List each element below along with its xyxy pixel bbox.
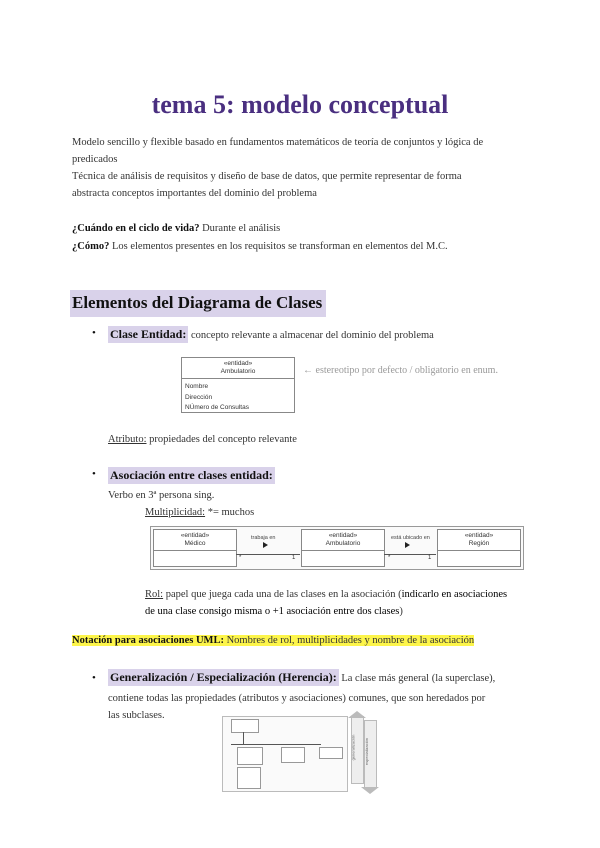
atributo-label: Atributo: [108, 434, 147, 445]
rol-emphasis: de una clase consigo misma o +1 asociación entre dos clases [145, 606, 400, 617]
direction-arrow-icon [263, 542, 268, 548]
notacion-text: Nombres de rol, multiplicidades y nombre de la asociación [223, 635, 475, 646]
uml-class-region [437, 529, 521, 567]
intro-paragraph [72, 134, 542, 202]
uml-stereotype: «entidad» [180, 532, 210, 539]
uml-class-header [302, 530, 384, 551]
bullet-icon: • [92, 468, 96, 480]
uml-class-header [438, 530, 520, 551]
subclass-box [319, 747, 343, 759]
arrow-label: generalización [350, 734, 356, 761]
multiplicity: * [239, 555, 242, 561]
uml-class-name: Ambulatorio [220, 368, 256, 375]
association-line [236, 554, 300, 555]
inheritance-diagram [222, 716, 348, 792]
how-answer: Los elementos presentes en los requisitos se transforman en elementos del M.C. [109, 241, 448, 252]
subclass-box [281, 747, 305, 763]
notacion-label: Notación para asociaciones UML: [72, 635, 224, 646]
multiplicity: * [388, 555, 391, 561]
section-heading: Elementos del Diagrama de Clases [70, 290, 326, 317]
especializacion-arrow [364, 720, 377, 788]
uml-stereotype: «entidad» [464, 532, 494, 539]
when-question: ¿Cuándo en el ciclo de vida? [72, 223, 200, 234]
uml-attribute: Dirección [185, 393, 213, 401]
arrow-label: especialización [364, 737, 370, 766]
notacion-highlight [72, 635, 474, 646]
clase-entidad-label: Clase Entidad: [110, 327, 187, 341]
bullet-asociacion [92, 466, 96, 483]
clase-entidad-text: concepto relevante a almacenar del dominio del problema [188, 330, 434, 341]
association-name: está ubicado en [391, 535, 430, 541]
intro-line: abstracta conceptos importantes del dominio del problema [72, 188, 317, 199]
association-name: trabaja en [251, 535, 276, 541]
uml-class-name: Médico [184, 540, 206, 547]
multiplicidad-text: *= muchos [205, 507, 255, 518]
superclass-box [231, 719, 259, 733]
notacion-line [72, 632, 474, 649]
generalizacion-label: Generalización / Especialización (Herencia): [110, 670, 337, 684]
rol-label: Rol: [145, 589, 164, 600]
subclass-box [237, 767, 261, 789]
uml-class-name: Ambulatorio [325, 540, 361, 547]
intro-line: Técnica de análisis de requisitos y diseño de base de datos, que permite representar de forma [72, 171, 462, 182]
multiplicidad-label: Multiplicidad: [145, 507, 206, 518]
bullet-clase-entidad [92, 325, 96, 342]
uml-stereotype: «entidad» [223, 360, 253, 367]
uml-class-ambulatorio-2 [301, 529, 385, 567]
clase-entidad-line [108, 326, 434, 344]
rol-end: ) [399, 606, 403, 617]
generalizacion-text: La clase más general (la superclase), [338, 673, 496, 684]
direction-arrow-icon [405, 542, 410, 548]
inheritance-line [231, 744, 321, 745]
uml-class-ambulatorio [181, 357, 295, 413]
uml-stereotype: «entidad» [328, 532, 358, 539]
uml-class-header [182, 358, 294, 379]
intro-line: predicados [72, 154, 118, 165]
rol-paragraph [145, 586, 545, 620]
uml-class-name: Región [468, 540, 490, 547]
stereotype-note: ← estereotipo por defecto / obligatorio en enum. [303, 365, 498, 376]
atributo-line [108, 431, 297, 448]
verbo-line: Verbo en 3ª persona sing. [108, 490, 215, 501]
intro-line: Modelo sencillo y flexible basado en fundamentos matemáticos de teoría de conjuntos y lógica de [72, 137, 484, 148]
bullet-icon: • [92, 327, 96, 339]
uml-class-medico [153, 529, 237, 567]
when-line [72, 220, 280, 237]
generalizacion-line3: las subclases. [108, 710, 165, 721]
multiplicity: 1 [428, 555, 432, 561]
when-answer: Durante el análisis [199, 223, 281, 234]
generalizacion-line2: contiene todas las propiedades (atributos y asociaciones) comunes, que son heredados por [108, 693, 486, 704]
uml-attribute: NÚmero de Consultas [185, 404, 249, 411]
asociacion-line [108, 467, 275, 485]
rol-text: papel que juega cada una de las clases en la asociación ( [163, 589, 402, 600]
bullet-generalizacion [92, 670, 96, 687]
arrow-up-icon [348, 711, 366, 718]
page-title: tema 5: modelo conceptual [151, 90, 449, 119]
uml-attribute: Nombre [185, 383, 209, 390]
generalizacion-paragraph [108, 669, 548, 687]
inheritance-line [243, 732, 244, 744]
asociacion-label: Asociación entre clases entidad: [110, 468, 273, 482]
subclass-box [237, 747, 263, 765]
rol-emphasis: indicarlo en asociaciones [401, 589, 508, 600]
generalizacion-arrow [351, 716, 364, 784]
multiplicity: 1 [292, 555, 296, 561]
arrow-down-icon [361, 787, 379, 794]
multiplicidad-line [145, 504, 254, 521]
how-question: ¿Cómo? [72, 241, 110, 252]
association-diagram [150, 526, 524, 570]
bullet-icon: • [92, 672, 96, 684]
uml-class-header [154, 530, 236, 551]
how-line [72, 238, 448, 255]
atributo-text: propiedades del concepto relevante [146, 434, 297, 445]
